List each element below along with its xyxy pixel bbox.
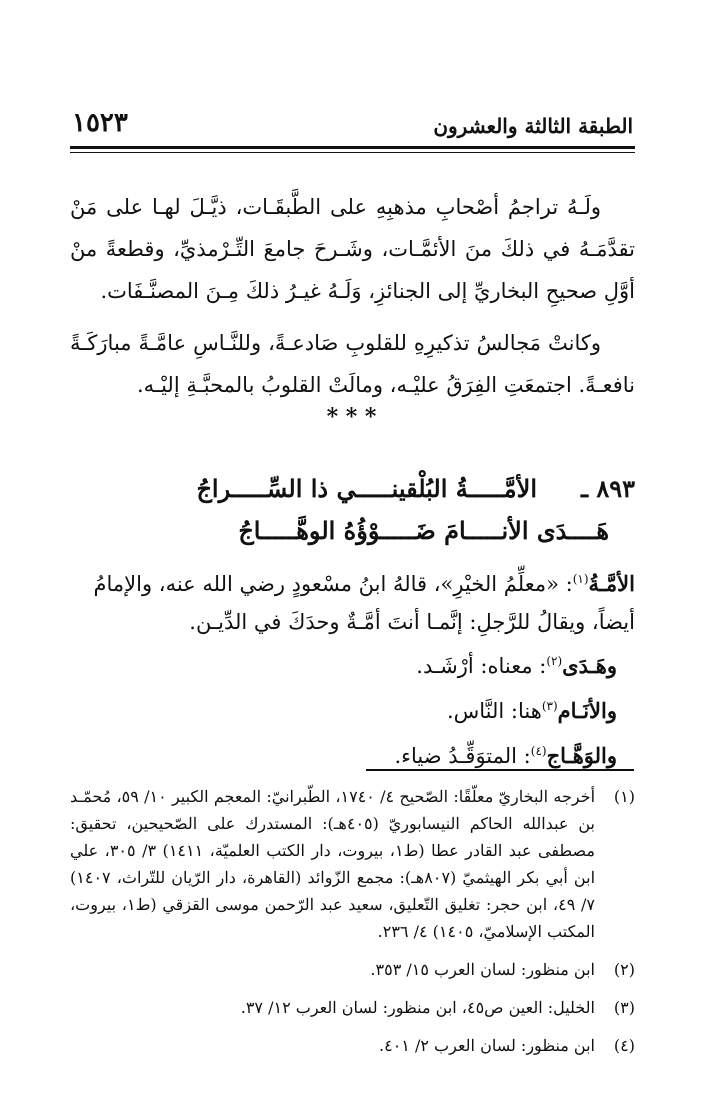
gloss-term-2: وهَـدَى [562,653,617,678]
body-text [70,186,635,406]
footnote-ref-1[interactable]: (١) [572,572,589,586]
footnote-number-1: (١) [613,787,635,806]
body-paragraph-1: ولَـهُ تراجمُ أصْحابِ مذهبِهِ على الطَّبقَـات، ذيَّـلَ لهـا على مَنْ تقدَّمَـهُ في ذلكَ منَ الأئمَّـات، وشَـرحَ جامعَ التِّـرْمذيِّ، وقطعةً منْ أوَّلِ صحيحِ البخاريِّ إلى الجنائزِ، وَلَـهُ غيـرُ ذلكَ مِـنَ المصنَّـفَات. [70,195,635,303]
section-separator: * * * [326,404,377,430]
footnote-rule [366,769,634,771]
running-title: الطبقة الثالثة والعشرون [433,114,633,138]
footnote-text-3: الخليل: العين ص٤٥، ابن منظور: لسان العرب ١٢/ ٣٧. [240,998,595,1017]
footnote-ref-2[interactable]: (٢) [546,654,563,668]
verse-line-2 [70,516,609,545]
entry-number: ٨٩٣ ـ [580,474,635,503]
footnotes [70,783,635,1070]
header-rule-thick [70,146,635,149]
page-number: ١٥٢٣ [72,108,128,138]
gloss-block [70,560,635,776]
verse-text-2: هَــــدَى الأنـــــامَ ضَـــــوْؤُهُ الوهَّـــــاجُ [238,516,609,545]
footnote-2 [70,956,635,983]
gloss-text-1: : «معلِّمُ الخيْرِ»، قالهُ ابنُ مسْعودٍ رضي الله عنه، والإمامُ أيضاً، ويقالُ للرَّجلِ: إنَّمـا أنتَ أمَّـةٌ وحدَكَ في الدِّيـن. [93,572,635,634]
header-rule-thin [70,152,635,153]
gloss-item-2 [70,641,635,686]
footnote-ref-3[interactable]: (٣) [541,699,558,713]
gloss-item-3 [70,686,635,731]
gloss-item-1 [70,560,635,641]
gloss-text-3: هنا: النَّاس. [446,699,542,723]
footnote-4 [70,1032,635,1059]
gloss-term-1: الأمَّـةُ [588,571,635,596]
gloss-term-4: والوَهَّـاج [546,743,617,768]
footnote-number-4: (٤) [613,1036,635,1055]
gloss-text-2: : معناه: أرْشَـد. [416,654,547,678]
running-head [72,108,633,148]
footnote-text-4: ابن منظور: لسان العرب ٢/ ٤٠١. [379,1036,595,1055]
footnote-1 [70,783,635,945]
footnote-ref-4[interactable]: (٤) [530,744,547,758]
footnote-number-3: (٣) [613,998,635,1017]
gloss-text-4: : المتوَقِّـدُ ضياء. [394,744,531,768]
gloss-term-3: والأنَـام [557,698,617,723]
body-paragraph-2: وكانتْ مَجالسُ تذكيرِهِ للقلوبِ صَادعـةً، وللنَّـاسِ عامَّـةً مبارَكَـةً نافعـةً. اجتمعَتِ الفِرَقُ عليْـه، ومالَتْ القلوبُ بالمحبَّـةِ إليْـه. [70,331,635,397]
footnote-3 [70,994,635,1021]
footnote-text-2: ابن منظور: لسان العرب ١٥/ ٣٥٣. [370,960,595,979]
footnote-text-1: أخرجه البخاريّ معلّقًا: الصّحيح ٤/ ١٧٤٠، الطّبرانيّ: المعجم الكبير ١٠/ ٥٩، مُحمّـد بن عبدالله الحاكم النيسابوريّ (٤٠٥هـ): المستدرك على الصّحيحين، تحقيق: مصطفى عبد القادر عطا (ط١، بيروت، دار الكتب العلميّة، ١٤١١) ٣/ ٣٠٥، علي ابن أبي بكر الهيثميّ (٨٠٧هـ): مجمع الزّوائد (القاهرة، دار الرّيان للتّراث، ١٤٠٧) ٧/ ٤٩، ابن حجر: تغليق التّعليق، سعيد عبد الرّحمن موسى القزقي (ط١، بيروت، المكتب الإسلاميّ، ١٤٠٥) ٤/ ٢٣٦. [70,787,596,941]
verse-line-1 [70,474,635,503]
footnote-number-2: (٢) [613,960,635,979]
verse-text-1: الأمَّـــــةُ البُلْقينـــــي ذا السِّـــــراجُ [196,474,537,503]
